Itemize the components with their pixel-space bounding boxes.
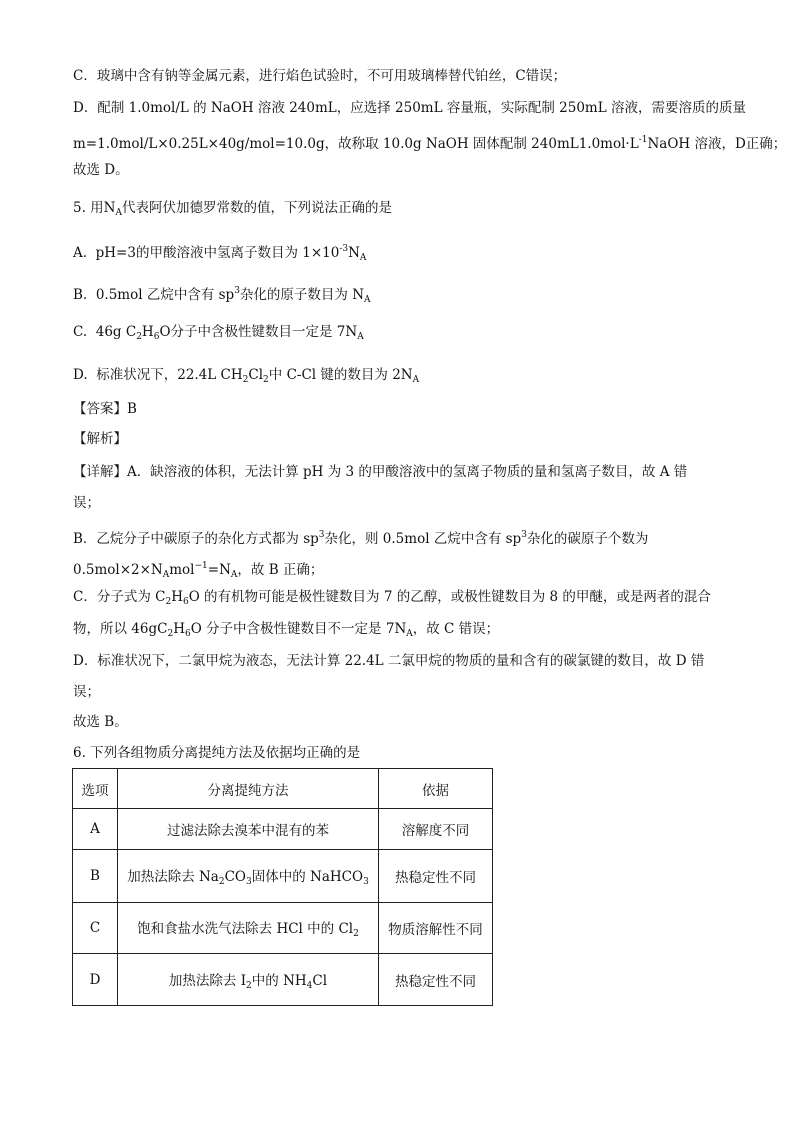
subscript: 2 [353, 929, 359, 939]
q5-option-a [73, 240, 366, 267]
text-run: NaOH 溶液，D正确； [647, 136, 787, 152]
q5-detail-a-line1: 【详解】A．缺溶液的体积，无法计算 pH 为 3 的甲酸溶液中的氢离子物质的量和氢离子数目，故 A 错 [73, 464, 688, 480]
text-run: B．乙烷分子中碳原子的杂化方式都为 sp [73, 531, 319, 547]
header-option: 选项 [73, 769, 118, 809]
text-run: 46g C [95, 324, 137, 340]
subscript: A [406, 629, 413, 639]
prev-option-d-explanation-line1: D．配制 1.0mol/L 的 NaOH 溶液 240mL，应选择 250mL 容量瓶，实际配制 250mL 溶液，需要溶质的质量 [73, 100, 746, 116]
prev-option-d-explanation-line2 [73, 131, 786, 153]
q5-analysis-heading: 【解析】 [73, 431, 127, 447]
text-run: 杂化，则 0.5mol 乙烷中含有 sp [324, 531, 522, 547]
subscript: 2 [136, 332, 142, 342]
superscript: 3 [318, 530, 325, 540]
subscript: 2 [218, 877, 225, 887]
subscript: 3 [363, 877, 369, 887]
text-run: 杂化的原子数目为 N [239, 287, 365, 303]
q5-detail-d-line1: D．标准状况下，二氯甲烷为液态，无法计算 22.4L 二氯甲烷的物质的量和含有的碳氯键的数目，故 D 错 [73, 653, 705, 669]
cell-option: D [73, 954, 118, 1006]
table-row [73, 809, 493, 850]
q5-conclusion: 故选 B。 [73, 714, 128, 730]
subscript: A [230, 570, 238, 580]
subscript: A [364, 295, 371, 305]
subscript: 6 [153, 332, 160, 342]
table-header-row [73, 769, 493, 809]
text-run: 饱和食盐水洗气法除去 HCl 中的 Cl [137, 921, 354, 937]
subscript: 2 [246, 980, 252, 991]
q5-detail-d-line2: 误； [73, 684, 100, 700]
text-run: m=1.0mol/L×0.25L×40g/mol=10.0g，故称取 10.0g NaOH 固体配制 240mL1.0mol·L [73, 136, 639, 152]
q5-answer: 【答案】B [73, 401, 137, 417]
cell-option: B [73, 850, 118, 903]
prev-option-c-explanation: C．玻璃中含有钠等金属元素，进行焰色试验时，不可用玻璃棒替代铂丝，C错误； [73, 68, 567, 84]
cell-option: A [73, 809, 118, 850]
cell-method: 过滤法除去溴苯中混有的苯 [118, 809, 379, 850]
text-run: ，故 B 正确； [237, 562, 324, 578]
table-row [73, 850, 493, 903]
header-method: 分离提纯方法 [118, 769, 379, 809]
superscript: -3 [339, 244, 349, 254]
text-run: C．分子式为 C [73, 589, 166, 605]
option-label: D. [73, 367, 88, 383]
text-run: 0.5mol 乙烷中含有 sp [95, 287, 235, 303]
text-run: H [173, 621, 185, 637]
text-run: N [103, 200, 116, 216]
text-run: O分子中含极性键数目一定是 7N [159, 324, 358, 340]
subscript: A [412, 375, 420, 385]
cell-basis: 热稳定性不同 [379, 850, 493, 903]
subscript: 6 [184, 629, 191, 639]
cell-basis: 物质溶解性不同 [379, 903, 493, 954]
subscript: 3 [246, 877, 252, 887]
superscript: 3 [521, 530, 527, 540]
header-basis: 依据 [379, 769, 493, 809]
q5-detail-b-line2 [73, 557, 323, 584]
cell-option: C [73, 903, 118, 954]
text-run: 0.5mol×2×N [73, 562, 163, 578]
cell-method [118, 954, 379, 1006]
text-run: N [348, 245, 360, 261]
subscript: A [162, 570, 170, 580]
superscript: -1 [638, 135, 648, 145]
option-label: C. [73, 324, 88, 340]
subscript: 6 [182, 597, 189, 607]
text-run: Cl [312, 972, 328, 989]
subscript: A [115, 208, 122, 218]
text-run: =N [207, 562, 231, 578]
text-run: 5. 用 [73, 200, 104, 216]
text-run: H [141, 324, 154, 340]
q5-detail-b-line1 [73, 526, 648, 548]
superscript: −1 [194, 561, 208, 571]
table-row [73, 954, 493, 1006]
text-run: pH=3的甲酸溶液中氢离子数目为 1×10 [95, 245, 340, 261]
text-run: O 分子中含极性键数目不一定是 7N [190, 621, 407, 637]
cell-method [118, 903, 379, 954]
subscript: 4 [306, 980, 313, 991]
text-run: 标准状况下，22.4L CH [96, 367, 243, 383]
option-label: A. [73, 245, 88, 261]
subscript: 2 [242, 375, 249, 385]
table-row [73, 903, 493, 954]
cell-basis: 热稳定性不同 [379, 954, 493, 1006]
text-run: 物，所以 46gC [73, 621, 168, 637]
text-run: O 的有机物可能是极性键数目为 7 的乙醇，或极性键数目为 8 的甲醚，或是两者的混合 [188, 589, 711, 605]
superscript: 3 [234, 286, 240, 296]
q5-option-d [73, 366, 419, 389]
text-run: 中的 NH [251, 972, 307, 989]
text-run: 加热法除去 Na [127, 869, 219, 885]
text-run: 固体中的 NaHCO [251, 869, 364, 885]
q5-detail-c-line1 [73, 588, 711, 611]
cell-basis: 溶解度不同 [379, 809, 493, 850]
q5-option-c [73, 323, 364, 346]
separation-methods-table [72, 768, 493, 1006]
text-run: H [171, 589, 183, 605]
text-run: 杂化的碳原子个数为 [526, 531, 649, 547]
option-label: B. [73, 287, 88, 303]
subscript: 2 [167, 629, 174, 639]
subscript: A [357, 332, 364, 342]
text-run: CO [224, 869, 246, 885]
subscript: 2 [263, 375, 269, 385]
text-run: ，故 C 错误； [412, 621, 500, 637]
q5-detail-c-line2 [73, 620, 499, 643]
text-run: Cl [248, 367, 264, 383]
text-run: mol [169, 562, 195, 578]
text-run: 加热法除去 I [168, 972, 247, 989]
q5-stem [73, 199, 392, 222]
cell-method [118, 850, 379, 903]
q5-option-b [73, 282, 371, 309]
subscript: A [359, 253, 367, 263]
q5-detail-a-line2: 误； [73, 495, 100, 511]
text-run: 代表阿伏加德罗常数的值，下列说法正确的是 [121, 200, 392, 216]
text-run: 中 C-Cl 键的数目为 2N [268, 367, 413, 383]
subscript: 2 [165, 597, 172, 607]
prev-conclusion: 故选 D。 [73, 162, 129, 178]
q6-stem: 6. 下列各组物质分离提纯方法及依据均正确的是 [73, 745, 361, 761]
